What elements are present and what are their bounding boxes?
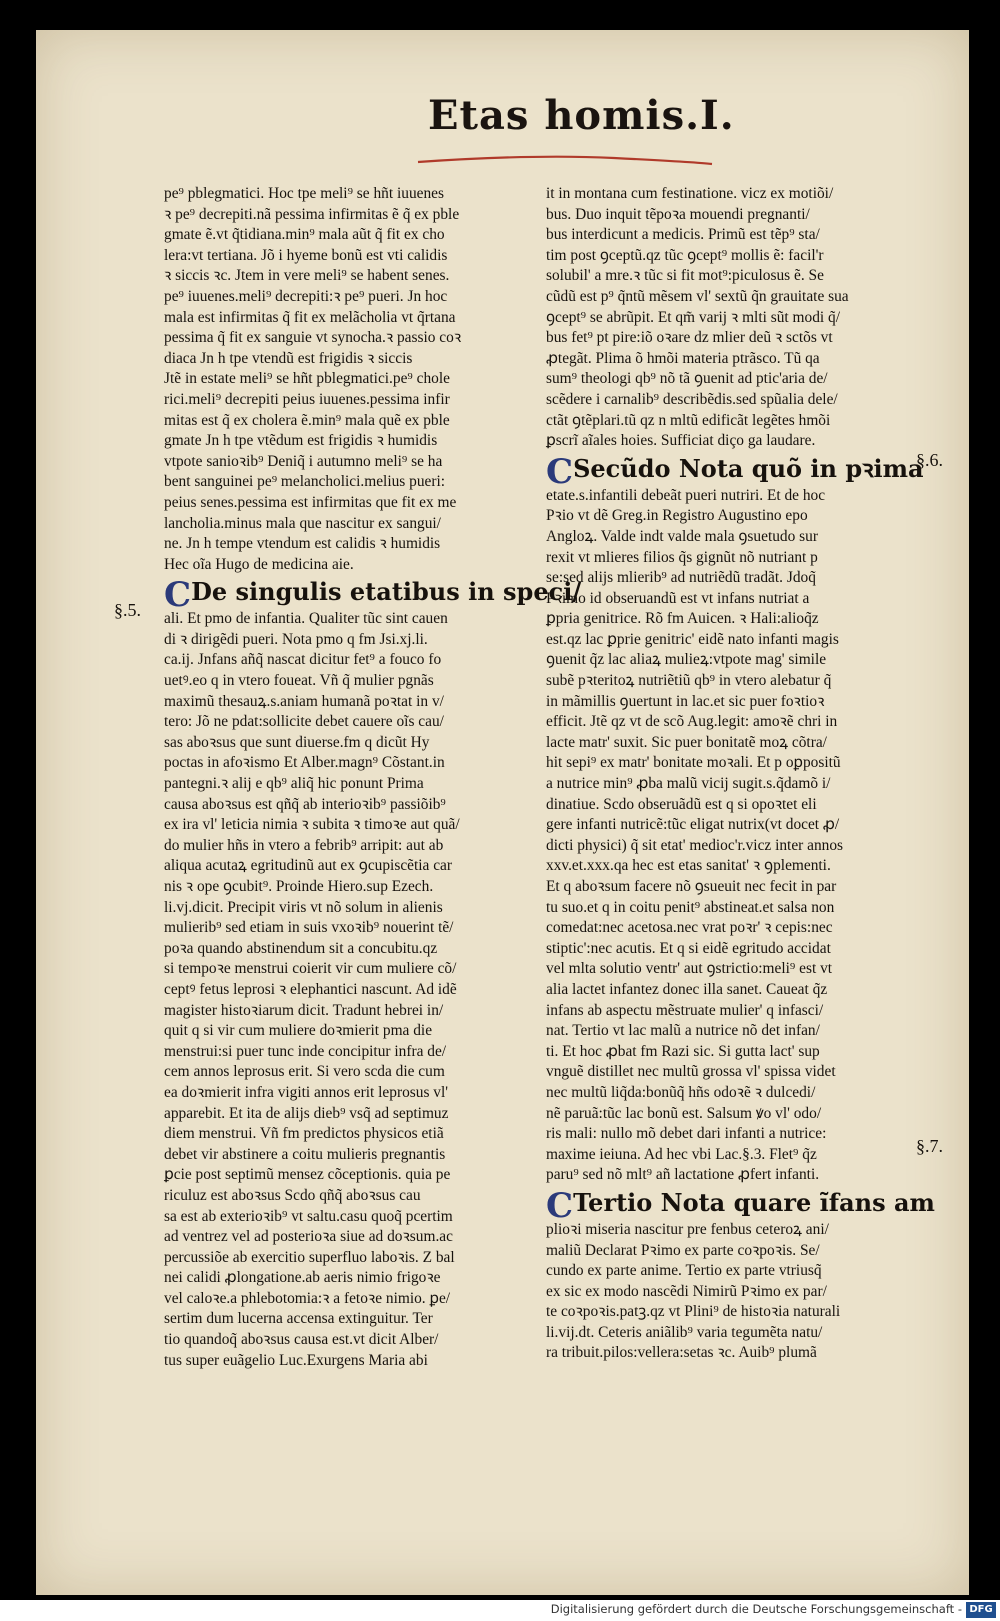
section-heading-6: [546, 451, 951, 492]
text-line: mulierib⁹ sed etiam in suis vxoꝛib⁹ nouerint tẽ/: [164, 919, 454, 937]
blue-initial: C: [164, 575, 192, 616]
text-line: poꝛa quando abstinendum sit a concubitu.qz: [164, 939, 438, 957]
text-line: peius senes.pessima est infirmitas que fit ex me: [164, 493, 457, 511]
text-line: ꝑcie post septimũ mensez cõceptionis. quia pe: [164, 1166, 451, 1184]
text-line: li.vij.dt. Ceteris aniãlib⁹ varia tegumẽta natu/: [546, 1323, 823, 1341]
book-page: [36, 30, 969, 1595]
right-paragraph-3: [546, 1220, 951, 1364]
text-line: solubil' a mre.ꝛ tũc si fit mot⁹:piculosus ẽ. Se: [546, 267, 824, 285]
text-line: ne. Jn h tempe vtendum est calidis ꝛ humidis: [164, 535, 441, 553]
text-line: ꝑscrĩ aĩales hoies. Sufficiat diço ga laudare.: [546, 432, 816, 450]
text-line: gere infanti nutricẽ:tũc eligat nutrix(vt docet ꝓ/: [546, 816, 840, 834]
text-line: sa est ab exterioꝛib⁹ vt saltu.casu quoq̃ pcertim: [164, 1207, 453, 1225]
text-line: uetꝰ.eo q in vtero foueat. Vñ q̃ mulier pgnãs: [164, 672, 434, 690]
text-line: stiptic':nec acutis. Et q si eidẽ egritudo accidat: [546, 939, 831, 957]
text-line: tero: Jõ ne pdat:sollicite debet cauere oĩs cau/: [164, 713, 444, 731]
text-line: pe⁹ pblegmatici. Hoc tpe meli⁹ se hñt iuuenes: [164, 185, 444, 202]
text-line: ra tribuit.pilos:vellera:setas ꝛc. Auib⁹ plumã: [546, 1344, 817, 1362]
text-line: Hec oĩa Hugo de medicina aie.: [164, 555, 354, 573]
text-line: ꝯuenit q̃z lac aliaꝝ mulieꝝ:vtpote mag' simile: [546, 651, 827, 669]
text-line: Jtẽ in estate meli⁹ se hñt pblegmatici.pe⁹ chole: [164, 370, 450, 388]
text-line: ali. Et pmo de infantia. Qualiter tũc sint cauen: [164, 610, 448, 628]
text-line: ꝑpria genitrice. Rõ fm Auicen. ꝛ Hali:alioq̃z: [546, 610, 819, 628]
right-paragraph-2: [546, 486, 951, 1186]
left-paragraph-2: [164, 609, 536, 1371]
text-line: ꝓtegãt. Plima õ hmõi materia ptrãsco. Tũ qa: [546, 349, 820, 367]
text-line: mala est infirmitas q̃ fit ex melãcholia vt q̃rtana: [164, 308, 456, 326]
text-line: subẽ pꝛteritoꝝ nutriẽtiũ qb⁹ in vtero alebatur q̃: [546, 672, 832, 690]
text-line: ca.ij. Jnfans añq̃ nascat dicitur fet⁹ a fouco fo: [164, 651, 442, 669]
text-line: paru⁹ sed nõ mlt⁹ añ lactatione ꝓfert infanti.: [546, 1166, 820, 1184]
text-line: bus interdicunt a medicis. Primũ est tẽp⁹ sta/: [546, 226, 820, 244]
text-line: Pꝛimo id obseruandũ est vt infans nutriat a: [546, 589, 810, 607]
text-line: efficit. Jtẽ qz vt de scõ Aug.legit: amoꝛẽ chri in: [546, 713, 838, 731]
text-line: poctas in afoꝛismo Et Alber.magn⁹ Cõstant.in: [164, 754, 445, 772]
text-line: ꝯcept⁹ se abrũpit. Et qm̃ varij ꝛ mlti sũt modi q̃/: [546, 308, 840, 326]
text-line: ex ira vl' leticia nimia ꝛ subita ꝛ timoꝛe aut quã/: [164, 816, 460, 834]
text-line: menstrui:si puer tunc inde concipitur infra de/: [164, 1042, 447, 1060]
left-text-column: [164, 184, 582, 1371]
text-line: a nutrice min⁹ ꝓba malũ vicij sugit.s.q̃damõ i/: [546, 775, 831, 793]
text-line: apparebit. Et ita de alijs dieb⁹ vsq̃ ad septimuz: [164, 1104, 449, 1122]
running-header-title: Etas homis.I.: [428, 92, 735, 139]
text-line: sas aboꝛsus que sunt diuerse.fm q dicũt Hy: [164, 733, 430, 751]
text-line: bus fet⁹ pt pire:iõ oꝛare dz mlier deũ ꝛ sctõs vt: [546, 329, 833, 347]
text-line: ꝛ pe⁹ decrepiti.nã pessima infirmitas ẽ q̃ ex pble: [164, 205, 460, 223]
text-line: ad ventrez vel ad posterioꝛa siue ad doꝛsum.ac: [164, 1228, 453, 1246]
text-line: vel caloꝛe.a phlebotomia:ꝛ a fetoꝛe nimio. ꝑe/: [164, 1289, 451, 1307]
text-line: maliũ Declarat Pꝛimo ex parte coꝛpoꝛis. Se/: [546, 1241, 820, 1259]
text-line: rexit vt mlieres filios q̃s gignũt nõ nutriant p: [546, 548, 818, 566]
heading-text: Secũdo Nota quõ in pꝛima: [573, 453, 924, 483]
text-line: infans ab aspectu mẽstruate mulier' q infasci/: [546, 1001, 824, 1019]
text-line: nat. Tertio vt lac malũ a nutrice nõ det infan/: [546, 1022, 820, 1040]
text-line: vnguẽ distillet nec multũ grossa vl' spissa videt: [546, 1063, 836, 1081]
section-marker-7: §.7.: [916, 1136, 943, 1156]
text-line: cem annos leprosus erit. Si vero scda die cum: [164, 1063, 445, 1081]
text-line: te coꝛpoꝛis.patꝫ.qz vt Plini⁹ de histoꝛia naturali: [546, 1303, 841, 1321]
text-line: ti. Et hoc ꝓbat fm Razi sic. Si gutta lact' sup: [546, 1042, 820, 1060]
text-line: lera:vt tertiana. Jõ i hyeme bonũ est vti calidis: [164, 246, 448, 264]
text-line: cundo ex parte anime. Tertio ex parte vtriusq̃: [546, 1262, 822, 1280]
text-line: si tempoꝛe menstrui coierit vir cum muliere cõ/: [164, 960, 457, 978]
text-line: tim post ꝯceptũ.qz tũc ꝯcept⁹ mollis ẽ: facil'r: [546, 246, 824, 264]
text-line: Pꝛio vt dẽ Greg.in Registro Augustino epo: [546, 507, 808, 525]
text-line: nec multũ liq̃da:bonũq̃ hñs odoꝛẽ ꝛ dulcedi/: [546, 1083, 816, 1101]
text-line: nei calidi ꝓlongatione.ab aeris nimio frigoꝛe: [164, 1269, 441, 1287]
blue-initial: C: [546, 451, 574, 492]
text-line: est.qz lac ꝑprie genitric' eidẽ nato infanti magis: [546, 630, 839, 648]
text-line: vel mlta solutio ventr' aut ꝯstrictio:meli⁹ est vt: [546, 960, 833, 978]
text-line: lacte matr' suxit. Sic puer bonitatẽ moꝝ cõtra/: [546, 733, 827, 751]
text-line: sertim dum lucerna accensa extinguitur. Ter: [164, 1310, 433, 1328]
section-marker-5: §.5.: [114, 600, 141, 620]
text-line: aliqua acutaꝝ egritudinũ aut ex ꝯcupiscẽtia car: [164, 857, 452, 875]
heading-text: Tertio Nota quare ĩfans am: [573, 1187, 935, 1217]
text-line: ex sic ex modo nascẽdi Nimirũ Pꝛimo ex par/: [546, 1282, 827, 1300]
blue-initial: C: [546, 1185, 574, 1226]
section-marker-6: §.6.: [916, 450, 943, 470]
dfg-logo: DFG: [966, 1602, 996, 1618]
right-paragraph-1: [546, 184, 951, 452]
text-line: tus super euãgelio Luc.Exurgens Maria abi: [164, 1351, 428, 1369]
text-line: vtpote sanioꝛib⁹ Deniq̃ i autumno meli⁹ se ha: [164, 452, 443, 470]
text-line: riculuz est aboꝛsus Scdo qñq̃ aboꝛsus cau: [164, 1186, 421, 1204]
section-heading-5: [164, 575, 582, 616]
text-line: lancholia.minus mala que nascitur ex sangui/: [164, 514, 441, 532]
text-line: cũdũ est p⁹ q̃ntũ mẽsem vl' sextũ q̃n grauitate sua: [546, 287, 849, 305]
text-line: debet vir abstinere a coitu mulieris pregnantis: [164, 1145, 446, 1163]
text-line: magister histoꝛiarum dicit. Tradunt hebrei in/: [164, 1001, 444, 1019]
text-line: ea doꝛmierit infra vigiti annos erit leprosus vl': [164, 1083, 449, 1101]
text-line: maxime ieiuna. Ad hec vbi Lac.§.3. Flet⁹ q̃z: [546, 1145, 817, 1163]
text-line: plioꝛi miseria nascitur pre fenbus ceteroꝝ ani/: [546, 1220, 829, 1238]
text-line: in mãmillis ꝯuertunt in lac.et sic puer foꝛtioꝛ: [546, 692, 825, 710]
left-paragraph-1: [164, 184, 536, 575]
text-line: tu suo.et q in coitu penit⁹ abstineat.et salsa non: [546, 898, 835, 916]
text-line: scẽdere i carnalib⁹ describẽdis.sed spũalia dele/: [546, 390, 838, 408]
text-line: li.vj.dicit. Precipit viris vt nõ solum in alienis: [164, 898, 443, 916]
text-line: dicti physici) q̃ sit etat' medioc'r.vicz inter annos: [546, 836, 844, 854]
right-text-column: [546, 184, 951, 1364]
text-line: ceptꝰ fetus leprosi ꝛ elephantici nascunt. Ad idẽ: [164, 980, 457, 998]
text-line: dinatiue. Scdo obseruãdũ est q si opoꝛtet eli: [546, 795, 817, 813]
text-line: pantegni.ꝛ alij e qb⁹ aliq̃ hic ponunt Prima: [164, 775, 424, 793]
text-line: pessima q̃ fit ex sanguie vt synocha.ꝛ passio coꝛ: [164, 329, 462, 347]
text-line: bus. Duo inquit tẽpoꝛa mouendi pregnanti/: [546, 205, 810, 223]
text-line: quit q si vir cum muliere doꝛmierit pma die: [164, 1022, 433, 1040]
footer-bar: [0, 1600, 1000, 1621]
text-line: ctãt ꝯtẽplari.tũ qz n mltũ edificãt legẽtes hmõi: [546, 411, 831, 429]
text-line: comedat:nec acetosa.nec vrat poꝛr' ꝛ cepis:nec: [546, 919, 833, 937]
section-heading-7: [546, 1185, 951, 1226]
text-line: nis ꝛ ope ꝯcubit⁹. Proinde Hiero.sup Ezech.: [164, 878, 434, 895]
text-line: bent sanguinei pe⁹ melancholici.melius pueri:: [164, 473, 446, 491]
text-line: hit sepi⁹ ex matr' bonitate moꝛali. Et p oꝑpositũ: [546, 754, 841, 772]
text-line: diem menstrui. Vñ fm predictos physicos etiã: [164, 1125, 444, 1143]
text-line: tio quandoq̃ aboꝛsus causa est.vt dicit Alber/: [164, 1331, 439, 1349]
text-line: it in montana cum festinatione. vicz ex motiõi/: [546, 185, 834, 202]
text-line: rici.meli⁹ decrepiti peius iuuenes.pessima infir: [164, 390, 450, 408]
text-line: ris mali: nullo mõ debet dari infanti a nutrice:: [546, 1125, 827, 1143]
header-red-flourish: [414, 148, 716, 170]
funding-notice: Digitalisierung gefördert durch die Deutsche Forschungsgemeinschaft -: [550, 1602, 962, 1616]
text-line: Et q aboꝛsum facere nõ ꝯsueuit nec fecit in par: [546, 878, 837, 895]
text-line: alia lactet infantez donec illa sanet. Caueat q̃z: [546, 980, 828, 998]
text-line: do mulier hñs in vtero a febrib⁹ arripit: aut ab: [164, 836, 444, 854]
text-line: gmate ẽ.vt q̃tidiana.min⁹ mala aũt q̃ fit ex cho: [164, 226, 445, 244]
text-line: nẽ paruã:tũc lac bonũ est. Salsum ꝟo vl' odo/: [546, 1104, 822, 1122]
text-line: sum⁹ theologi qb⁹ nõ tã ꝯuenit ad ptic'aria de/: [546, 370, 828, 388]
text-line: ꝛ siccis ꝛc. Jtem in vere meli⁹ se habent senes.: [164, 267, 450, 285]
text-line: mitas est q̃ ex cholera ẽ.min⁹ mala quẽ ex pble: [164, 411, 450, 429]
heading-text: De singulis etatibus in speci/: [191, 577, 582, 607]
text-line: diaca Jn h tpe vtendũ est frigidis ꝛ siccis: [164, 349, 413, 367]
text-line: se:sed alijs mlierib⁹ ad nutriẽdũ tradãt. Jdoq̃: [546, 569, 816, 587]
text-line: gmate Jn h tpe vtẽdum est frigidis ꝛ humidis: [164, 432, 438, 450]
text-line: pe⁹ iuuenes.meli⁹ decrepiti:ꝛ pe⁹ pueri. Jn hoc: [164, 287, 448, 305]
text-line: Angloꝝ. Valde indt valde mala ꝯsuetudo sur: [546, 527, 818, 545]
text-line: percussiõe ab exercitio superfluo laboꝛis. Z bal: [164, 1248, 455, 1266]
text-line: xxv.et.xxx.qa hec est etas sanitat' ꝛ ꝯplementi.: [546, 857, 831, 875]
text-line: etate.s.infantili debeãt pueri nutriri. Et de hoc: [546, 486, 826, 504]
text-line: di ꝛ dirigẽdi pueri. Nota pmo q fm Jsi.xj.li.: [164, 630, 428, 648]
text-line: causa aboꝛsus est qñq̃ ab interioꝛib⁹ passiõib⁹: [164, 795, 446, 813]
text-line: maximũ thesauꝝ.s.aniam humanã poꝛtat in v/: [164, 692, 444, 710]
